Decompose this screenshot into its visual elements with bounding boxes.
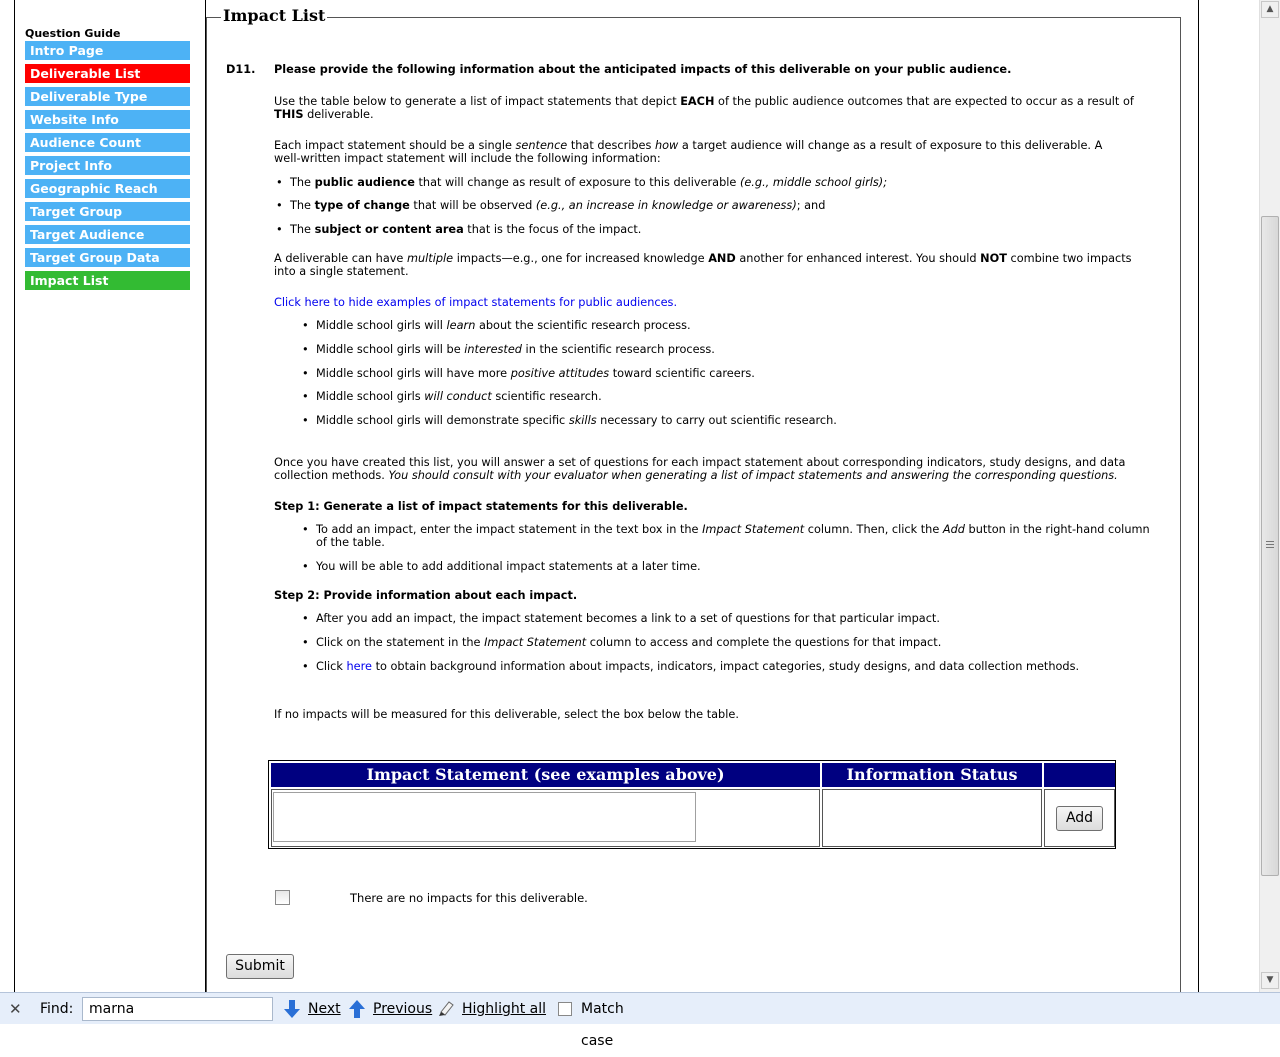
step-2-bullet-click: • Click on the statement in the Impact Statement column to access and complete the questions for that impact. [300, 636, 1166, 649]
arrow-down-icon [284, 1000, 300, 1018]
scrollbar-thumb[interactable] [1261, 216, 1279, 876]
intro-paragraph-1: Use the table below to generate a list of impact statements that depict EACH of the public audience outcomes that are expected to occur as a result of THIS deliverable. [274, 95, 1134, 121]
example-item: • Middle school girls will learn about the scientific research process. [300, 319, 1166, 332]
highlight-all-label: Highlight all [462, 1001, 547, 1017]
impact-statement-input[interactable] [273, 792, 696, 842]
match-case-checkbox[interactable] [558, 1002, 572, 1016]
highlight-all-button[interactable] [438, 993, 548, 1025]
step-1-title: Step 1: Generate a list of impact statements for this deliverable. [274, 500, 688, 513]
sidebar-item-impact-list[interactable]: Impact List [25, 271, 190, 290]
match-case-label: Match case [581, 1001, 624, 1049]
submit-button[interactable]: Submit [226, 954, 294, 979]
find-previous-label: Previous [373, 1001, 433, 1017]
instructions-paragraph: Once you have created this list, you will answer a set of questions for each impact statement about corresponding indicators, study designs, and data collection methods. You should consult with your evaluator when generating a list of impact statements and answering the corresponding questions. [274, 456, 1126, 482]
intro-paragraph-3: A deliverable can have multiple impacts—e.g., one for increased knowledge AND another for enhanced interest. You should NOT combine two impacts into a single statement. [274, 252, 1132, 278]
column-header-impact-statement: Impact Statement (see examples above) [271, 763, 820, 787]
sidebar-item-deliverable-type[interactable]: Deliverable Type [25, 87, 190, 106]
sidebar-item-audience-count[interactable]: Audience Count [25, 133, 190, 152]
step-2-title: Step 2: Provide information about each impact. [274, 589, 578, 602]
example-item: • Middle school girls will conduct scientific research. [300, 390, 1166, 403]
question-guide-sidebar [25, 27, 191, 294]
no-impacts-checkbox[interactable] [275, 890, 290, 905]
find-bar [0, 992, 1280, 1049]
column-header-action [1044, 763, 1115, 787]
highlighter-icon [438, 1000, 455, 1017]
step-1-bullet-add: • To add an impact, enter the impact statement in the text box in the Impact Statement column. Then, click the Add button in the right-hand column of the table. [300, 523, 1161, 549]
scroll-up-arrow-icon[interactable]: ▲ [1261, 1, 1279, 18]
sidebar-item-project-info[interactable]: Project Info [25, 156, 190, 175]
question-number: D11. [226, 63, 256, 76]
criteria-bullet-audience: • The public audience that will change as result of exposure to this deliverable (e.g., middle school girls); [274, 176, 1150, 189]
step-1-bullet-later: • You will be able to add additional impact statements at a later time. [300, 560, 1166, 573]
column-header-information-status: Information Status [822, 763, 1042, 787]
sidebar-item-target-group-data[interactable]: Target Group Data [25, 248, 190, 267]
example-item: • Middle school girls will be interested in the scientific research process. [300, 343, 1166, 356]
find-label: Find: [40, 1001, 74, 1017]
no-impacts-note: If no impacts will be measured for this deliverable, select the box below the table. [274, 708, 739, 721]
criteria-bullet-change: • The type of change that will be observed (e.g., an increase in knowledge or awareness); and [274, 199, 1150, 212]
question-guide-title: Question Guide [25, 27, 121, 40]
match-case-option[interactable] [558, 993, 658, 1049]
sidebar-item-deliverable-list[interactable]: Deliverable List [25, 64, 190, 83]
close-findbar-icon[interactable]: ✕ [9, 1000, 22, 1018]
vertical-scrollbar[interactable] [1259, 0, 1280, 992]
example-item: • Middle school girls will demonstrate specific skills necessary to carry out scientific research. [300, 414, 1166, 427]
background-info-link[interactable]: here [346, 660, 372, 673]
toggle-examples-link[interactable]: Click here to hide examples of impact statements for public audiences. [274, 296, 678, 309]
no-impacts-label: There are no impacts for this deliverable. [350, 891, 588, 905]
sidebar-item-intro-page[interactable]: Intro Page [25, 41, 190, 60]
example-item: • Middle school girls will have more positive attitudes toward scientific careers. [300, 367, 1166, 380]
add-button[interactable]: Add [1056, 806, 1103, 831]
sidebar-item-website-info[interactable]: Website Info [25, 110, 190, 129]
question-title: Please provide the following information about the anticipated impacts of this deliverable on your public audience. [274, 63, 1012, 76]
arrow-up-icon [349, 1000, 365, 1018]
scroll-down-arrow-icon[interactable]: ▼ [1261, 972, 1279, 989]
find-next-button[interactable] [284, 993, 354, 1025]
step-2-bullet-background: • Click here to obtain background information about impacts, indicators, impact categories, study designs, and data collection methods. [300, 660, 1166, 673]
fieldset-legend: Impact List [223, 6, 326, 25]
find-previous-button[interactable] [349, 993, 439, 1025]
criteria-bullet-subject: • The subject or content area that is the focus of the impact. [274, 223, 1150, 236]
sidebar-item-target-audience[interactable]: Target Audience [25, 225, 190, 244]
sidebar-item-target-group[interactable]: Target Group [25, 202, 190, 221]
status-cell [822, 789, 1042, 847]
intro-paragraph-2: Each impact statement should be a single sentence that describes how a target audience will change as a result of exposure to this deliverable. A well-written impact statement will include the following information: [274, 139, 1103, 165]
find-input[interactable]: marna [82, 997, 273, 1021]
find-next-label: Next [308, 1001, 341, 1017]
sidebar-item-geographic-reach[interactable]: Geographic Reach [25, 179, 190, 198]
step-2-bullet-link: • After you add an impact, the impact statement becomes a link to a set of questions for that particular impact. [300, 612, 1166, 625]
